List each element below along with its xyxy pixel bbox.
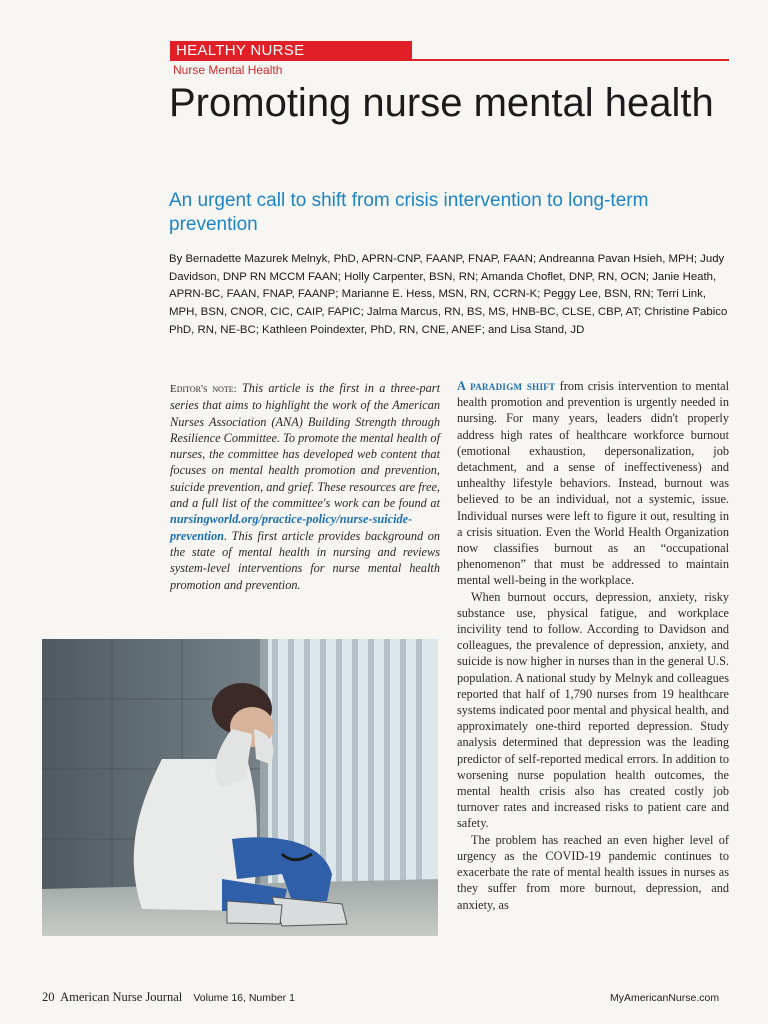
body-paragraph-1: from crisis intervention to mental health promotion and prevention is urgently needed in nursing. For many years, leaders didn't properly address high rates of healthcare workforce burnout (emotional exhaustion, depersonalization, job detachment, and a sense of ineffectiveness) and unhealthy lifestyle behaviors. Instead, burnout was believed to be an individual, not a systemic, issue. Individual nurses were left to figure it out, resulting in a crisis situation. Even the World Health Organization now classifies burnout as an “occupational phenomenon” that must be addressed to maintain mental well-being in the workplace. (457, 379, 730, 588)
editors-note-text: This article is the first in a three-part series that aims to highlight the work of the American Nurses Association (ANA) Building Strength through Resilience Committee. To promote the mental health of nurses, the committee has developed web content that focuses on mental health promotion and prevention, suicide prevention, and grief. These resources are free, and a full list of the committee's work can be found at (170, 381, 440, 511)
footer-website[interactable]: MyAmericanNurse.com (610, 992, 720, 1004)
journal-name: American Nurse Journal (60, 990, 183, 1004)
section-rule (412, 59, 729, 61)
article-byline: By Bernadette Mazurek Melnyk, PhD, APRN-CNP, FAANP, FNAP, FAAN; Andreanna Pavan Hsieh, MPH; Judy Davidson, DNP RN MCCM FAAN; Holly Carpenter, BSN, RN; Amanda Choflet, DNP, RN, OCN; Janie Heath, APRN-BC, FAAN, FNAP, FAANP; Marianne E. Hess, MSN, RN, CCRN-K; Peggy Lee, BSN, RN; Terri Link, MPH, BSN, CNOR, CIC, CAIP, FAPIC; Jalma Marcus, RN, BS, MS, HNB-BC, CLSE, CBP, AT; Christine Pabico PhD, RN, NE-BC; Kathleen Poindexter, PhD, RN, CNE, ANEF; and Lisa Stand, JD (169, 253, 728, 336)
body-paragraph-2: When burnout occurs, depression, anxiety, risky substance use, physical fatigue, and workplace incivility tend to follow. According to Davidson and colleagues, the prevalence of depression, anxiety, and suicide is now higher in nurses than in the general U.S. population. A national study by Melnyk and colleagues reported that half of 1,790 nurses from 19 healthcare systems indicated poor mental and physical health, and approximately one-third reported depression. Study analysis determined that depression was the leading predictor of self-reported medical errors. In addition to worsening nurse population health outcomes, the mental health crisis also has created costly job turnover rates and increased risks to patient care and safety. (457, 589, 729, 831)
editors-note-label: Editor's note: (170, 383, 237, 395)
footer-left (42, 990, 295, 1005)
resource-link[interactable]: nursingworld.org/practice-policy/nurse-suicide-prevention (170, 512, 413, 543)
editors-note (170, 380, 440, 593)
editors-note-text-end: . This first article provides background on the state of mental health in nursing and reviews system-level interventions for nurse mental health promotion and prevention. (170, 528, 440, 592)
section-kicker: Nurse Mental Health (173, 63, 283, 77)
body-leadin: A paradigm shift (457, 379, 556, 393)
article-deck: An urgent call to shift from crisis intervention to long-term prevention (169, 190, 649, 235)
section-banner: HEALTHY NURSE (170, 41, 412, 61)
body-paragraph (457, 378, 729, 589)
journal-volume: Volume 16, Number 1 (193, 992, 295, 1004)
article-title: Promoting nurse mental health (169, 81, 714, 125)
page-number: 20 (42, 990, 55, 1004)
nurse-photo (42, 639, 438, 936)
body-paragraph-3: The problem has reached an even higher level of urgency as the COVID-19 pandemic continues to exacerbate the rate of mental health issues in nurses as they suffer from more burnout, depression, and anxiety, as (457, 832, 729, 912)
nurse-photo-illustration (42, 639, 438, 936)
article-body (457, 378, 729, 913)
